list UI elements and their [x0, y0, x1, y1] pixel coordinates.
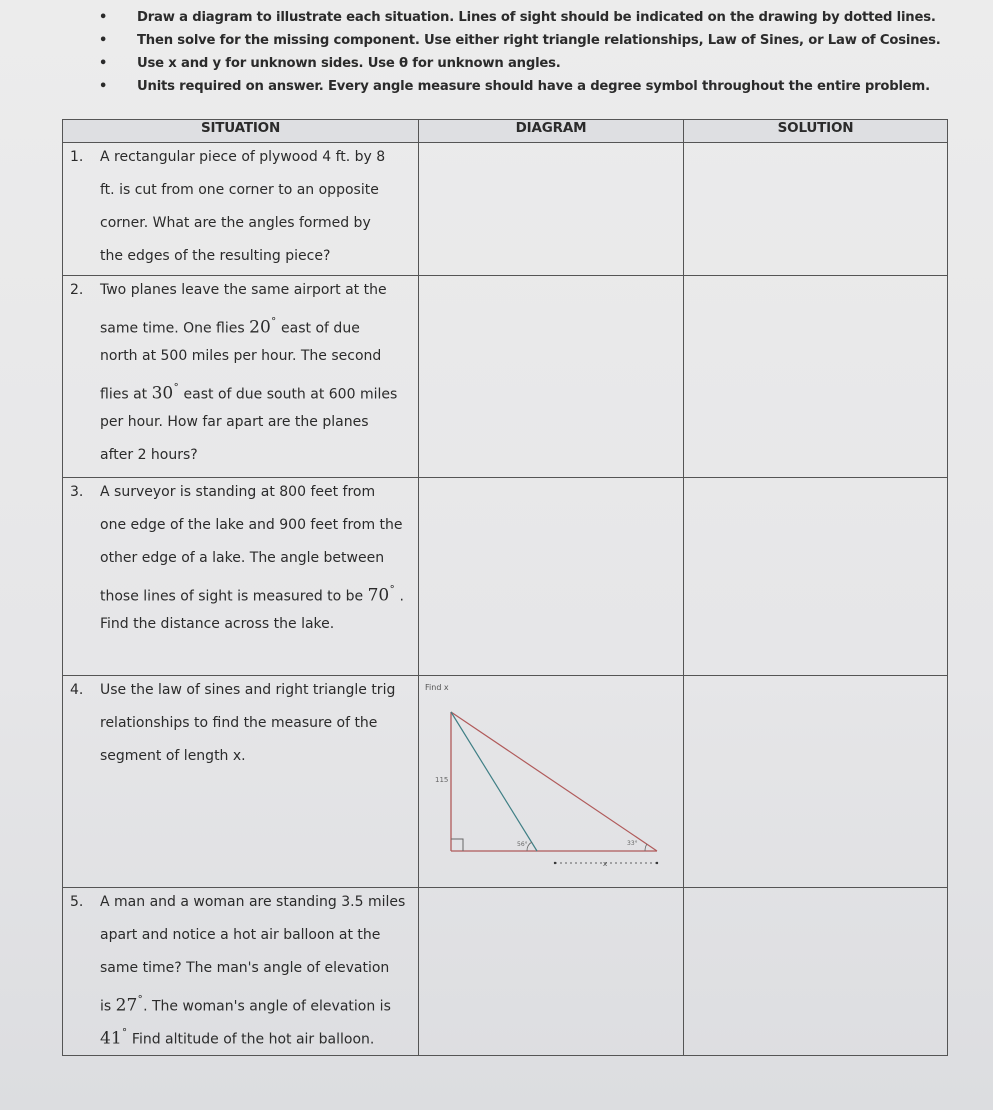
angle-label-right: 33°	[627, 840, 638, 847]
situation-text: other edge of a lake. The angle between	[100, 550, 385, 566]
instruction-text: Draw a diagram to illustrate each situation. Lines of sight should be indicated on the drawing by dotted lines.	[137, 10, 936, 25]
solution-cell[interactable]	[684, 276, 948, 478]
angle-arc-left	[527, 842, 532, 851]
situation-text: one edge of the lake and 900 feet from the	[100, 517, 403, 533]
instruction-item	[92, 52, 952, 75]
bullet-icon: •	[99, 33, 108, 48]
side-label: 115	[435, 776, 449, 784]
situation-text: segment of length x.	[100, 748, 246, 764]
problem-table	[62, 119, 948, 1056]
situation-text: Two planes leave the same airport at the	[100, 282, 387, 298]
situation-text: A surveyor is standing at 800 feet from	[100, 484, 376, 500]
table-row	[63, 888, 948, 1056]
solution-cell[interactable]	[684, 478, 948, 676]
situation-cell	[63, 143, 419, 276]
instruction-text: Use x and y for unknown sides. Use θ for unknown angles.	[137, 56, 561, 71]
solution-cell[interactable]	[684, 888, 948, 1056]
situation-text: flies at 30˚ east of due south at 600 miles	[100, 382, 398, 404]
instruction-text: Then solve for the missing component. Use either right triangle relationships, Law of Sines, or Law of Cosines.	[137, 33, 941, 48]
table-row	[63, 143, 948, 276]
situation-text: ft. is cut from one corner to an opposite	[100, 182, 379, 198]
table-row	[63, 478, 948, 676]
right-angle-marker	[451, 839, 463, 851]
situation-text: the edges of the resulting piece?	[100, 248, 331, 264]
solution-header: SOLUTION	[684, 120, 948, 143]
problem-number: 2.	[70, 282, 84, 298]
situation-text: Use the law of sines and right triangle trig	[100, 682, 396, 698]
instruction-item	[92, 75, 952, 98]
situation-cell	[63, 888, 419, 1056]
diagram-cell[interactable]	[419, 143, 684, 276]
situation-text: A man and a woman are standing 3.5 miles	[100, 894, 406, 910]
diagram-cell[interactable]	[419, 888, 684, 1056]
problem-number: 5.	[70, 894, 84, 910]
angle-label-left: 56°	[517, 841, 528, 848]
instructions-list	[92, 6, 952, 98]
situation-text: same time. One flies 20˚ east of due	[100, 316, 360, 338]
diagram-caption: Find x	[425, 683, 449, 692]
diagram-cell[interactable]	[419, 478, 684, 676]
situation-text: same time? The man's angle of elevation	[100, 960, 390, 976]
segment-label: x	[603, 860, 608, 868]
situation-text: 41˚ Find altitude of the hot air balloon.	[100, 1027, 375, 1049]
situation-text: is 27˚. The woman's angle of elevation is	[100, 994, 391, 1016]
bullet-icon: •	[99, 10, 108, 25]
inner-line	[451, 712, 537, 851]
segment-endpoint	[656, 862, 658, 864]
situation-header: SITUATION	[63, 120, 419, 143]
situation-text: A rectangular piece of plywood 4 ft. by 8	[100, 149, 386, 165]
situation-text: per hour. How far apart are the planes	[100, 414, 369, 430]
angle-arc-right	[645, 844, 647, 851]
diagram-header: DIAGRAM	[419, 120, 684, 143]
instruction-item	[92, 29, 952, 52]
situation-text: those lines of sight is measured to be 70˚ .	[100, 584, 404, 606]
bullet-icon: •	[99, 79, 108, 94]
situation-cell	[63, 478, 419, 676]
segment-endpoint	[554, 862, 556, 864]
solution-cell[interactable]	[684, 143, 948, 276]
situation-text: corner. What are the angles formed by	[100, 215, 371, 231]
table-row	[63, 276, 948, 478]
instruction-item	[92, 6, 952, 29]
situation-text: after 2 hours?	[100, 447, 198, 463]
diagram-cell[interactable]	[419, 276, 684, 478]
solution-cell[interactable]	[684, 676, 948, 888]
instruction-text: Units required on answer. Every angle measure should have a degree symbol throughout the entire problem.	[137, 79, 930, 94]
situation-text: relationships to find the measure of the	[100, 715, 378, 731]
diagram-cell[interactable]	[419, 676, 684, 888]
situation-cell	[63, 676, 419, 888]
table-row	[63, 676, 948, 888]
triangle-diagram	[419, 676, 684, 887]
problem-number: 4.	[70, 682, 84, 698]
problem-number: 1.	[70, 149, 84, 165]
bullet-icon: •	[99, 56, 108, 71]
situation-text: apart and notice a hot air balloon at the	[100, 927, 381, 943]
situation-text: north at 500 miles per hour. The second	[100, 348, 382, 364]
situation-cell	[63, 276, 419, 478]
table-header-row	[63, 120, 948, 143]
hypotenuse-line	[451, 712, 657, 851]
situation-text: Find the distance across the lake.	[100, 616, 335, 632]
problem-number: 3.	[70, 484, 84, 500]
